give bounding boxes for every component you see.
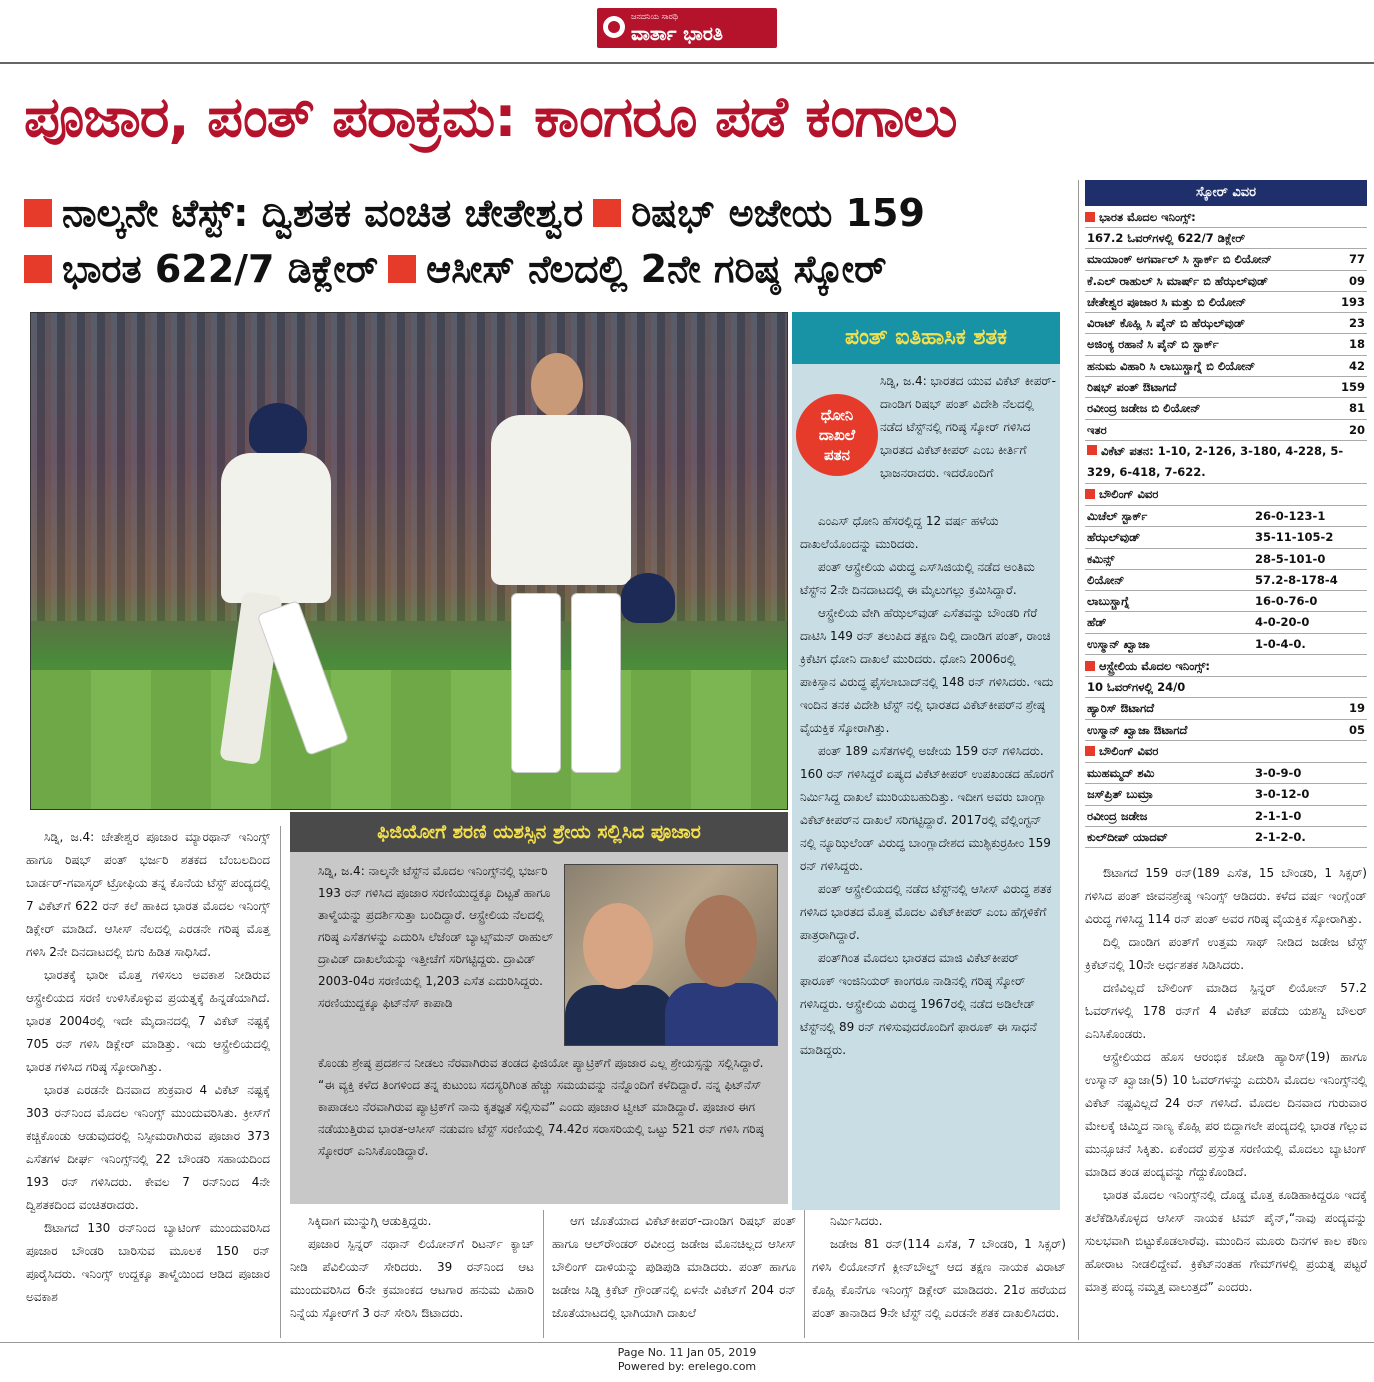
lead-story-column-5: [1085, 862, 1367, 1299]
lead-paragraph: ಔಟಾಗದೆ 159 ರನ್(189 ಎಸೆತ, 15 ಬೌಂಡರಿ, 1 ಸಿಕ್ಸರ್) ಗಳಿಸಿದ ಪಂತ್ ಜೀವನಶ್ರೇಷ್ಠ ಇನಿಂಗ್ಸ್ ಆಡಿದರು. ಕಳೆದ ವರ್ಷ ಇಂಗ್ಲೆಂಡ್ ವಿರುದ್ಧ ಗಳಿಸಿದ್ದ 114 ರನ್ ಪಂತ್ ಅವರ ಗರಿಷ್ಠ ವೈಯಕ್ತಿಕ ಸ್ಕೋರಾಗಿತ್ತು.: [1085, 866, 1367, 926]
batting-row: ಅಜಿಂಕ್ಯ ರಹಾನೆ ಸಿ ಪೈನ್ ಬಿ ಸ್ಟಾರ್ಕ್ 18: [1085, 334, 1367, 355]
bullet-square-icon: [1085, 489, 1095, 499]
subhead-text: ನಾಲ್ಕನೇ ಟೆಸ್ಟ್: ದ್ವಿಶತಕ ವಂಚಿತ ಚೇತೇಶ್ವರ: [62, 191, 584, 235]
subhead-line-2: [24, 242, 887, 296]
pant-story-box: [792, 312, 1060, 1210]
photo-crowd: [31, 313, 787, 621]
photo-field: [31, 670, 787, 809]
scorecard-section-head: ಆಸ್ಟ್ರೇಲಿಯ ಮೊದಲ ಇನಿಂಗ್ಸ್:: [1085, 655, 1367, 677]
lead-paragraph: ಭಾರತಕ್ಕೆ ಭಾರೀ ಮೊತ್ತ ಗಳಿಸಲು ಅವಕಾಶ ನೀಡಿರುವ ಆಸ್ಟ್ರೇಲಿಯದ ಸರಣಿ ಉಳಿಸಿಕೊಳ್ಳುವ ಪ್ರಯತ್ನಕ್ಕೆ ಹಿನ್ನಡೆಯಾಗಿದೆ. ಭಾರತ 2004ರಲ್ಲಿ ಇದೇ ಮೈದಾನದಲ್ಲಿ 7 ವಿಕೆಟ್ ನಷ್ಟಕ್ಕೆ 705 ರನ್ ಗಳಿಸಿ ಡಿಕ್ಲೇರ್ ಮಾಡಿತ್ತು. ಇದು ಆಸ್ಟ್ರೇಲಿಯದಲ್ಲಿ ಭಾರತ ಗಳಿಸಿದ ಗರಿಷ್ಠ ಸ್ಕೋರಾಗಿತ್ತು.: [26, 968, 270, 1074]
lead-paragraph: ಸಿಡ್ನಿ, ಜ.4: ಚೇತೇಶ್ವರ ಪೂಜಾರ ಮ್ಯಾರಥಾನ್ ಇನಿಂಗ್ಸ್ ಹಾಗೂ ರಿಷಭ್ ಪಂತ್ ಭರ್ಜರಿ ಶತಕದ ಬೆಂಬಲದಿಂದ ಬಾರ್ಡರ್-ಗವಾಸ್ಕರ್ ಟ್ರೋಫಿಯ ತನ್ನ ಕೊನೆಯ ಟೆಸ್ಟ್ ಪಂದ್ಯದಲ್ಲಿ 7 ವಿಕೆಟ್‌ಗೆ 622 ರನ್ ಕಲೆ ಹಾಕಿದ ಭಾರತ ಮೊದಲ ಇನಿಂಗ್ಸ್ ಡಿಕ್ಲೇರ್ ಮಾಡಿದೆ. ಆಸೀಸ್ ನೆಲದಲ್ಲಿ ಎರಡನೇ ಗರಿಷ್ಠ ಮೊತ್ತ ಗಳಿಸಿ 2ನೇ ದಿನದಾಟದಲ್ಲಿ ಬಿಗು ಹಿಡಿತ ಸಾಧಿಸಿದೆ.: [26, 830, 270, 959]
batting-row: ಇತರ 20: [1085, 420, 1367, 441]
lead-paragraph: ಭಾರತ ಮೊದಲ ಇನಿಂಗ್ಸ್‌ನಲ್ಲಿ ದೊಡ್ಡ ಮೊತ್ತ ಕೂಡಿಹಾಕಿದ್ದರೂ ಇದಕ್ಕೆ ತಲೆಕೆಡಿಸಿಕೊಳ್ಳದ ಆಸೀಸ್ ನಾಯಕ ಟಿಮ್ ಪೈನ್,“ನಾವು ಪಂದ್ಯವನ್ನು ಸುಲಭವಾಗಿ ಬಿಟ್ಟುಕೊಡಲಾರೆವು. ಮುಂದಿನ ಮೂರು ದಿನಗಳ ಕಾಲ ಕಠಿಣ ಹೋರಾಟ ನೀಡಲಿದ್ದೇವೆ. ಕ್ರಿಕೆಟ್‌ನಂತಹ ಗೇಮ್‌ಗಳಲ್ಲಿ ಪ್ರಯತ್ನ ಪಟ್ಟರೆ ಮಾತ್ರ ಪಂದ್ಯ ನಮ್ಮತ್ತ ವಾಲುತ್ತದೆ” ಎಂದರು.: [1085, 1188, 1367, 1294]
lead-paragraph: ಆಗ ಜೊತೆಯಾದ ವಿಕೆಟ್‌ಕೀಪರ್-ದಾಂಡಿಗ ರಿಷಭ್ ಪಂತ್ ಹಾಗೂ ಆಲ್‌ರೌಂಡರ್ ರವೀಂದ್ರ ಜಡೇಜ ಮೊನಚಿಲ್ಲದ ಆಸೀಸ್ ಬೌಲಿಂಗ್ ದಾಳಿಯನ್ನು ಪುಡಿಪುಡಿ ಮಾಡಿದರು. ಪಂತ್ ಹಾಗೂ ಜಡೇಜ ಸಿಡ್ನಿ ಕ್ರಿಕೆಟ್ ಗ್ರೌಂಡ್‌ನಲ್ಲಿ ಏಳನೇ ವಿಕೆಟ್‌ಗೆ 204 ರನ್ ಜೊತೆಯಾಟದಲ್ಲಿ ಭಾಗಿಯಾಗಿ ದಾಖಲೆ: [552, 1214, 796, 1320]
bullet-square-icon: [1085, 746, 1095, 756]
fall-of-wickets: ವಿಕೆಟ್ ಪತನ: 1-10, 2-126, 3-180, 4-228, 5-329, 6-418, 7-622.: [1085, 441, 1367, 484]
physio-photo: [564, 864, 778, 1046]
column-divider: [804, 1210, 805, 1338]
top-divider: [0, 62, 1374, 64]
masthead-tagline: ಜನದನಿಯ ಸಾರಥಿ: [631, 12, 679, 21]
bullet-square-icon: [388, 255, 416, 283]
pant-paragraph: ಪಂತ್ 189 ಎಸೆತಗಳಲ್ಲಿ ಅಜೇಯ 159 ರನ್ ಗಳಿಸಿದರು. 160 ರನ್ ಗಳಿಸಿದ್ದರೆ ಏಷ್ಯದ ವಿಕೆಟ್‌ಕೀಪರ್ ಉಪಖಂಡದ ಹೊರಗೆ ನಿರ್ಮಿಸಿದ್ದ ದಾಖಲೆ ಮುರಿಯಬಹುದಿತ್ತು. ಇದೀಗ ಅವರು ಬಾಂಗ್ಲಾ ವಿಕೆಟ್‌ಕೀಪರ್‌ನ ದಾಖಲೆ ಸರಿಗಟ್ಟಿದ್ದಾರೆ. 2017ರಲ್ಲಿ ವೆಲ್ಲಿಂಗ್ಟನ್ ನಲ್ಲಿ ನ್ಯೂಝಿಲೆಂಡ್ ವಿರುದ್ಧ ಬಾಂಗ್ಲಾದೇಶದ ಮುಶ್ಫಿಕುರ್ರಹೀಂ 159 ರನ್ ಗಳಿಸಿದ್ದರು.: [800, 744, 1054, 873]
batting-row: ಹನುಮ ವಿಹಾರಿ ಸಿ ಲಾಬುಸ್ಚಾಗ್ನೆ ಬಿ ಲಿಯೋನ್ 42: [1085, 356, 1367, 377]
bottom-divider: [0, 1342, 1374, 1343]
powered-by-link[interactable]: Powered by: erelego.com: [617, 1360, 757, 1373]
lead-paragraph: ಭಾರತ ಎರಡನೇ ದಿನವಾದ ಶುಕ್ರವಾರ 4 ವಿಕೆಟ್ ನಷ್ಟಕ್ಕೆ 303 ರನ್‌ನಿಂದ ಮೊದಲ ಇನಿಂಗ್ಸ್ ಮುಂದುವರಿಸಿತು. ಕ್ರೀಸ್‌ಗೆ ಕಚ್ಚಿಕೊಂಡು ಆಡುವುದರಲ್ಲಿ ನಿಸ್ಸೀಮರಾಗಿರುವ ಪೂಜಾರ 373 ಎಸೆತಗಳ ದೀರ್ಘ ಇನಿಂಗ್ಸ್‌ನಲ್ಲಿ 22 ಬೌಂಡರಿ ಸಹಾಯದಿಂದ 193 ರನ್ ಗಳಿಸಿದರು. ಕೇವಲ 7 ರನ್‌ನಿಂದ 4ನೇ ದ್ವಿಶತಕದಿಂದ ವಂಚಿತರಾದರು.: [26, 1083, 270, 1212]
masthead-logo: [597, 8, 777, 48]
lead-story-column-2: [290, 1210, 534, 1325]
bowling-row: ಕಮಿನ್ಸ್ 28-5-101-0: [1085, 549, 1367, 570]
bowling-row: ಜಸ್‌ಪ್ರಿತ್ ಬುಮ್ರಾ 3-0-12-0: [1085, 784, 1367, 805]
masthead-name: ವಾರ್ತಾ ಭಾರತಿ: [631, 23, 723, 45]
subhead-text: ರಿಷಭ್ ಅಜೇಯ 159: [631, 191, 925, 235]
lead-paragraph: ದಣಿವಿಲ್ಲದೆ ಬೌಲಿಂಗ್ ಮಾಡಿದ ಸ್ಪಿನ್ನರ್ ಲಿಯೋನ್ 57.2 ಓವರ್‌ಗಳಲ್ಲಿ 178 ರನ್‌ಗೆ 4 ವಿಕೆಟ್ ಪಡೆದು ಯಶಸ್ವಿ ಬೌಲರ್ ಎನಿಸಿಕೊಂಡರು.: [1085, 981, 1367, 1041]
lead-paragraph: ನಿರ್ಮಿಸಿದರು.: [830, 1214, 883, 1228]
scorecard-section-head: ಬೌಲಿಂಗ್ ವಿವರ: [1085, 741, 1367, 763]
pant-paragraph: ಪಂತ್ ಆಸ್ಟ್ರೇಲಿಯ ವಿರುದ್ಧ ಎಸ್‌ಸಿಜಿಯಲ್ಲಿ ನಡೆದ ಅಂತಿಮ ಟೆಸ್ಟ್‌ನ 2ನೇ ದಿನದಾಟದಲ್ಲಿ ಈ ಮೈಲುಗಲ್ಲು ಕ್ರಮಿಸಿದ್ದಾರೆ.: [800, 560, 1035, 597]
batting-row: ಕೆ.ಎಲ್ ರಾಹುಲ್ ಸಿ ಮಾರ್ಷ್ ಬಿ ಹೆಝಲ್‌ವುಡ್ 09: [1085, 271, 1367, 292]
bowling-row: ಉಸ್ಮಾನ್ ಖ್ವಾಜಾ 1-0-4-0.: [1085, 634, 1367, 655]
pant-story-intro: ಸಿಡ್ನಿ, ಜ.4: ಭಾರತದ ಯುವ ವಿಕೆಟ್ ಕೀಪರ್-ದಾಂಡಿಗ ರಿಷಭ್ ಪಂತ್ ವಿದೇಶಿ ನೆಲದಲ್ಲಿ ನಡೆದ ಟೆಸ್ಟ್‌ನಲ್ಲಿ ಗರಿಷ್ಠ ಸ್ಕೋರ್ ಗಳಿಸಿದ ಭಾರತದ ವಿಕೆಟ್‌ಕೀಪರ್ ಎಂಬ ಕೀರ್ತಿಗೆ ಭಾಜನರಾದರು. ಇದರೊಂದಿಗೆ: [880, 374, 1056, 480]
column-divider: [280, 826, 281, 1338]
masthead-emblem-icon: [603, 16, 625, 38]
column-divider: [543, 1210, 544, 1338]
pant-story-title: ಪಂತ್ ಐತಿಹಾಸಿಕ ಶತಕ: [792, 312, 1060, 364]
photo-player-pujara: [471, 353, 671, 783]
lead-story-column-4: [812, 1210, 1066, 1325]
bowling-row: ಲಿಯೋನ್ 57.2-8-178-4: [1085, 570, 1367, 591]
main-headline: ಪೂಜಾರ, ಪಂತ್ ಪರಾಕ್ರಮ: ಕಾಂಗರೂ ಪಡೆ ಕಂಗಾಲು: [24, 85, 957, 150]
pant-paragraph: ಪಂತ್ ಆಸ್ಟ್ರೇಲಿಯದಲ್ಲಿ ನಡೆದ ಟೆಸ್ಟ್‌ನಲ್ಲಿ ಆಸೀಸ್ ವಿರುದ್ಧ ಶತಕ ಗಳಿಸಿದ ಭಾರತದ ಮೊತ್ತ ಮೊದಲ ವಿಕೆಟ್‌ಕೀಪರ್ ಎಂಬ ಹೆಗ್ಗಳಿಕೆಗೆ ಪಾತ್ರರಾಗಿದ್ದಾರೆ.: [800, 882, 1052, 942]
scorecard-divider: [1078, 180, 1079, 1340]
batting-row: ವಿರಾಟ್ ಕೊಹ್ಲಿ ಸಿ ಪೈನ್ ಬಿ ಹೆಝಲ್‌ವುಡ್ 23: [1085, 313, 1367, 334]
batting-row: ರವೀಂದ್ರ ಜಡೇಜ ಬಿ ಲಿಯೋನ್ 81: [1085, 398, 1367, 419]
bowling-row: ಹೆಝಲ್‌ವುಡ್ 35-11-105-2: [1085, 527, 1367, 548]
scorecard-total: 167.2 ಓವರ್‌ಗಳಲ್ಲಿ 622/7 ಡಿಕ್ಲೇರ್: [1085, 228, 1367, 249]
lead-paragraph: ಪೂಜಾರ ಸ್ಪಿನ್ನರ್ ನಥಾನ್ ಲಿಯೋನ್‌ಗೆ ರಿಟರ್ನ್ ಕ್ಯಾಚ್ ನೀಡಿ ಪೆವಿಲಿಯನ್ ಸೇರಿದರು. 39 ರನ್‌ನಿಂದ ಆಟ ಮುಂದುವರಿಸಿದ 6ನೇ ಕ್ರಮಾಂಕದ ಆಟಗಾರ ಹನುಮ ವಿಹಾರಿ ನಿನ್ನೆಯ ಸ್ಕೋರ್‌ಗೆ 3 ರನ್ ಸೇರಿಸಿ ಔಟಾದರು.: [290, 1237, 534, 1320]
subhead-text: ಭಾರತ 622/7 ಡಿಕ್ಲೇರ್: [62, 247, 379, 291]
bowling-row: ಕುಲ್‌ದೀಪ್ ಯಾದವ್ 2-1-2-0.: [1085, 827, 1367, 848]
physio-story-text: ಕೊಂಡು ಶ್ರೇಷ್ಠ ಪ್ರದರ್ಶನ ನೀಡಲು ನೆರವಾಗಿರುವ ತಂಡದ ಫಿಜಿಯೋ ಪ್ಯಾಟ್ರಿಕ್‌ಗೆ ಪೂಜಾರ ಎಲ್ಲ ಶ್ರೇಯಸ್ಸನ್ನು ಸಲ್ಲಿಸಿದ್ದಾರೆ. “ಈ ವ್ಯಕ್ತಿ ಕಳೆದ ತಿಂಗಳಿಂದ ತನ್ನ ಕುಟುಂಬ ಸದಸ್ಯರಿಗಿಂತ ಹೆಚ್ಚು ಸಮಯವನ್ನು ನನ್ನೊಂದಿಗೆ ಕಳೆದಿದ್ದಾರೆ. ನನ್ನ ಫಿಟ್‌ನೆಸ್ ಕಾಪಾಡಲು ನೆರವಾಗಿರುವ ಪ್ಯಾಟ್ರಿಕ್‌ಗೆ ನಾನು ಕೃತಜ್ಞತೆ ಸಲ್ಲಿಸುವೆ” ಎಂದು ಪೂಜಾರ ಟ್ವೀಟ್ ಮಾಡಿದ್ದಾರೆ. ಪೂಜಾರ ಈಗ ನಡೆಯುತ್ತಿರುವ ಭಾರತ-ಆಸೀಸ್ ನಡುವಣ ಟೆಸ್ಟ್ ಸರಣಿಯಲ್ಲಿ 74.42ರ ಸರಾಸರಿಯಲ್ಲಿ ಒಟ್ಟು 521 ರನ್ ಗಳಿಸಿ ಗರಿಷ್ಠ ಸ್ಕೋರರ್ ಎನಿಸಿಕೊಂಡಿದ್ದಾರೆ.: [318, 1056, 764, 1158]
lead-paragraph: ಆಸ್ಟ್ರೇಲಿಯದ ಹೊಸ ಆರಂಭಿಕ ಜೋಡಿ ಹ್ಯಾರಿಸ್(19) ಹಾಗೂ ಉಸ್ಮಾನ್ ಖ್ವಾಜಾ(5) 10 ಓವರ್‌ಗಳನ್ನು ಎದುರಿಸಿ ಮೊದಲ ಇನಿಂಗ್ಸ್‌ನಲ್ಲಿ ವಿಕೆಟ್ ನಷ್ಟವಿಲ್ಲದೆ 24 ರನ್ ಗಳಿಸಿದೆ. ಮೊದಲ ದಿನವಾದ ಗುರುವಾರ ಮೇಲಕ್ಕೆ ಚಿಮ್ಮಿದ ನಾಣ್ಯ ಕೊಹ್ಲಿ ಪರ ಬಿದ್ದಾಗಲೇ ಪಂದ್ಯದಲ್ಲಿ ಭಾರತ ಗೆಲ್ಲುವ ಮುನ್ಸೂಚನೆ ಸಿಕ್ಕಿತು. ಏಕೆಂದರೆ ಪ್ರಸ್ತುತ ಸರಣಿಯಲ್ಲಿ ಮೊದಲು ಬ್ಯಾಟಿಂಗ್ ಮಾಡಿದ ತಂಡ ಪಂದ್ಯವನ್ನು ಗೆದ್ದುಕೊಂಡಿದೆ.: [1085, 1050, 1367, 1179]
scorecard: [1085, 180, 1367, 848]
bowling-row: ಹೆಡ್ 4-0-20-0: [1085, 612, 1367, 633]
page-footer: [0, 1346, 1374, 1374]
page-info: Page No. 11 Jan 05, 2019: [617, 1346, 757, 1359]
subhead-text: ಆಸೀಸ್ ನೆಲದಲ್ಲಿ 2ನೇ ಗರಿಷ್ಠ ಸ್ಕೋರ್: [426, 247, 887, 291]
batting-row: ಉಸ್ಮಾನ್ ಖ್ವಾಜಾ ಔಟಾಗದೆ 05: [1085, 720, 1367, 741]
batting-row: ಮಾಯಾಂಕ್ ಅಗರ್ವಾಲ್ ಸಿ ಸ್ಟಾರ್ಕ್ ಬಿ ಲಿಯೋನ್ 77: [1085, 249, 1367, 270]
scorecard-title: ಸ್ಕೋರ್ ವಿವರ: [1085, 180, 1367, 206]
lead-paragraph: ಸಿಕ್ಕಿದಾಗ ಮುನ್ನುಗ್ಗಿ ಆಡುತ್ತಿದ್ದರು.: [308, 1214, 432, 1228]
bullet-square-icon: [24, 199, 52, 227]
bullet-square-icon: [1085, 661, 1095, 671]
pant-paragraph: ಪಂತ್‌ಗಿಂತ ಮೊದಲು ಭಾರತದ ಮಾಜಿ ವಿಕೆಟ್‌ಕೀಪರ್ ಫಾರೂಕ್ ಇಂಜಿನಿಯರ್ ಕಾಂಗರೂ ನಾಡಿನಲ್ಲಿ ಗರಿಷ್ಠ ಸ್ಕೋರ್ ಗಳಿಸಿದ್ದರು. ಆಸ್ಟ್ರೇಲಿಯ ವಿರುದ್ಧ 1967ರಲ್ಲಿ ನಡೆದ ಅಡಿಲೇಡ್ ಟೆಸ್ಟ್‌ನಲ್ಲಿ 89 ರನ್ ಗಳಿಸುವುದರೊಂದಿಗೆ ಫಾರೂಕ್ ಈ ಸಾಧನೆ ಮಾಡಿದ್ದರು.: [800, 951, 1037, 1057]
lead-paragraph: ಔಟಾಗದೆ 130 ರನ್‌ನಿಂದ ಬ್ಯಾಟಿಂಗ್ ಮುಂದುವರಿಸಿದ ಪೂಜಾರ ಬೌಂಡರಿ ಬಾರಿಸುವ ಮೂಲಕ 150 ರನ್ ಪೂರೈಸಿದರು. ಇನಿಂಗ್ಸ್ ಉದ್ದಕ್ಕೂ ತಾಳ್ಮೆಯಿಂದ ಆಡಿದ ಪೂಜಾರ ಅವಕಾಶ: [26, 1221, 270, 1304]
pant-paragraph: ಆಸ್ಟ್ರೇಲಿಯ ವೇಗಿ ಹೆಝಲ್‌ವುಡ್ ಎಸೆತವನ್ನು ಬೌಂಡರಿ ಗೆರೆ ದಾಟಿಸಿ 149 ರನ್ ತಲುಪಿದ ತಕ್ಷಣ ದಿಲ್ಲಿ ದಾಂಡಿಗ ಪಂತ್, ರಾಂಚಿ ಕ್ರಿಕೆಟಿಗ ಧೋನಿ ದಾಖಲೆ ಮುರಿದರು. ಧೋನಿ 2006ರಲ್ಲಿ ಪಾಕಿಸ್ತಾನ ವಿರುದ್ಧ ಫೈಸಲಾಬಾದ್‌ನಲ್ಲಿ 148 ರನ್ ಗಳಿಸಿದರು. ಇದು ಇಂದಿನ ತನಕ ವಿದೇಶಿ ಟೆಸ್ಟ್ ನಲ್ಲಿ ಭಾರತದ ವಿಕೆಟ್‌ಕೀಪರ್‌ನ ಶ್ರೇಷ್ಠ ವೈಯಕ್ತಿಕ ಸ್ಕೋರಾಗಿತ್ತು.: [800, 606, 1054, 735]
lead-story-column-3: [552, 1210, 796, 1325]
lead-paragraph: ಜಡೇಜ 81 ರನ್(114 ಎಸೆತ, 7 ಬೌಂಡರಿ, 1 ಸಿಕ್ಸರ್) ಗಳಿಸಿ ಲಿಯೋನ್‌ಗೆ ಕ್ಲೀನ್‌ಬೌಲ್ಡ್ ಆದ ತಕ್ಷಣ ನಾಯಕ ವಿರಾಟ್ ಕೊಹ್ಲಿ ಕೊನೆಗೂ ಇನಿಂಗ್ಸ್ ಡಿಕ್ಲೇರ್ ಮಾಡಿದರು. 21ರ ಹರೆಯದ ಪಂತ್ ತಾನಾಡಿದ 9ನೇ ಟೆಸ್ಟ್ ನಲ್ಲಿ ಎರಡನೇ ಶತಕ ದಾಖಲಿಸಿದರು.: [812, 1237, 1066, 1320]
bowling-row: ರವೀಂದ್ರ ಜಡೇಜ 2-1-1-0: [1085, 806, 1367, 827]
batting-row: ಚೇತೇಶ್ವರ ಪೂಜಾರ ಸಿ ಮತ್ತು ಬಿ ಲಿಯೋನ್ 193: [1085, 292, 1367, 313]
bowling-row: ಲಾಬುಸ್ಚಾಗ್ನೆ 16-0-76-0: [1085, 591, 1367, 612]
bullet-square-icon: [593, 199, 621, 227]
pant-paragraph: ಎಂಎಸ್ ಧೋನಿ ಹೆಸರಲ್ಲಿದ್ದ 12 ವರ್ಷ ಹಳೆಯ ದಾಖಲೆಯೊಂದನ್ನು ಮುರಿದರು.: [800, 514, 999, 551]
photo-player-pant: [221, 403, 381, 783]
bullet-square-icon: [1087, 445, 1097, 455]
lead-paragraph: ದಿಲ್ಲಿ ದಾಂಡಿಗ ಪಂತ್‌ಗೆ ಉತ್ತಮ ಸಾಥ್ ನೀಡಿದ ಜಡೇಜ ಟೆಸ್ಟ್ ಕ್ರಿಕೆಟ್‌ನಲ್ಲಿ 10ನೇ ಅರ್ಧಶತಕ ಸಿಡಿಸಿದರು.: [1085, 935, 1367, 972]
subhead-line-1: [24, 186, 925, 240]
physio-story-title: ಫಿಜಿಯೋಗೆ ಶರಣಿ ಯಶಸ್ಸಿನ ಶ್ರೇಯ ಸಲ್ಲಿಸಿದ ಪೂಜಾರ: [290, 812, 788, 852]
dhoni-record-badge: ಧೋನಿ ದಾಖಲೆ ಪತನ: [796, 394, 878, 476]
batting-row: ಹ್ಯಾರಿಸ್ ಔಟಾಗದೆ 19: [1085, 698, 1367, 719]
bowling-row: ಮಿಚೆಲ್ ಸ್ಟಾರ್ಕ್ 26-0-123-1: [1085, 506, 1367, 527]
physio-story-text: ಸಿಡ್ನಿ, ಜ.4: ನಾಲ್ಕನೇ ಟೆಸ್ಟ್‌ನ ಮೊದಲ ಇನಿಂಗ್ಸ್‌ನಲ್ಲಿ ಭರ್ಜರಿ 193 ರನ್ ಗಳಿಸಿದ ಪೂಜಾರ ಸರಣಿಯುದ್ದಕ್ಕೂ ದಿಟ್ಟತೆ ಹಾಗೂ ತಾಳ್ಮೆಯನ್ನು ಪ್ರದರ್ಶಿಸುತ್ತಾ ಬಂದಿದ್ದಾರೆ. ಆಸ್ಟ್ರೇಲಿಯ ನೆಲದಲ್ಲಿ ಗರಿಷ್ಠ ಎಸೆತಗಳನ್ನು ಎದುರಿಸಿ ಲೆಜೆಂಡ್ ಬ್ಯಾಟ್ಸ್‌ಮನ್ ರಾಹುಲ್ ದ್ರಾವಿಡ್ ದಾಖಲೆಯನ್ನು ಇತ್ತೀಚೆಗೆ ಸರಿಗಟ್ಟಿದ್ದರು. ದ್ರಾವಿಡ್ 2003-04ರ ಸರಣಿಯಲ್ಲಿ 1,203 ಎಸೆತ ಎದುರಿಸಿದ್ದರು. ಸರಣಿಯುದ್ದಕ್ಕೂ ಫಿಟ್‌ನೆಸ್ ಕಾಪಾಡಿ: [318, 864, 554, 1010]
physio-story-box: [290, 812, 788, 1204]
scorecard-section-head: ಭಾರತ ಮೊದಲ ಇನಿಂಗ್ಸ್:: [1085, 206, 1367, 228]
main-photo: [30, 312, 788, 810]
scorecard-total: 10 ಓವರ್‌ಗಳಲ್ಲಿ 24/0: [1085, 677, 1367, 698]
lead-story-column-1: [26, 826, 270, 1309]
bowling-row: ಮುಹಮ್ಮದ್ ಶಮಿ 3-0-9-0: [1085, 763, 1367, 784]
bullet-square-icon: [1085, 212, 1095, 222]
bullet-square-icon: [24, 255, 52, 283]
batting-row: ರಿಷಭ್ ಪಂತ್ ಔಟಾಗದೆ 159: [1085, 377, 1367, 398]
scorecard-section-head: ಬೌಲಿಂಗ್ ವಿವರ: [1085, 484, 1367, 506]
pant-story-body: [800, 510, 1054, 1062]
